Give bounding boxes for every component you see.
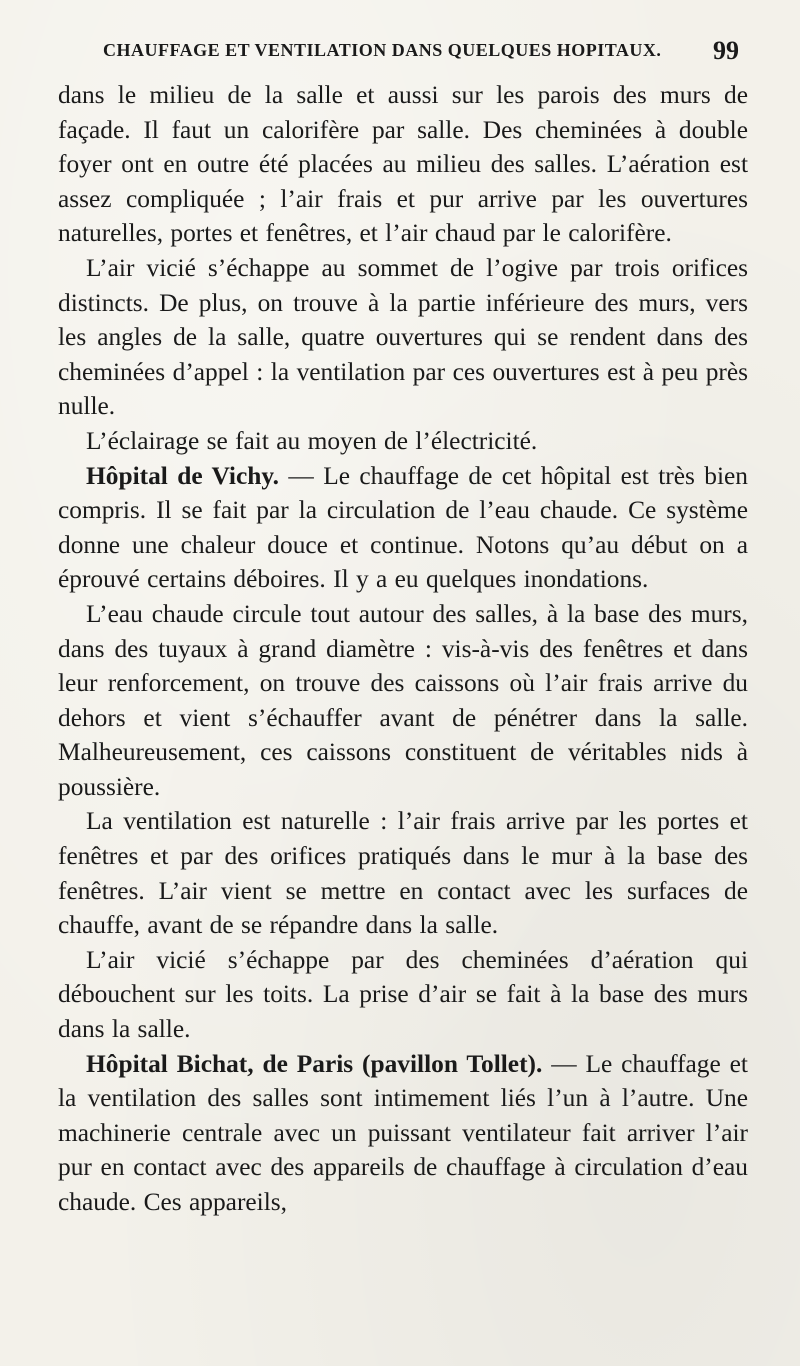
body-text (58, 78, 748, 1220)
section-heading-bichat: Hôpital Bichat, de Paris (pavillon Tollet). (86, 1049, 543, 1078)
paragraph (58, 597, 748, 805)
paragraph-bichat (58, 1047, 748, 1220)
paragraph-vichy (58, 459, 748, 597)
paragraph-text: L’air vicié s’échappe par des cheminées d’aération qui débouchent sur les toits. La prise d’air se fait à la base des murs dans la salle. (58, 945, 748, 1044)
page-number: 99 (713, 36, 739, 65)
paragraph (58, 251, 748, 424)
paragraph-text: L’air vicié s’échappe au sommet de l’ogive par trois orifices distincts. De plus, on trouve à la partie inférieure des murs, vers les angles de la salle, quatre ouvertures qui se rendent dans des cheminées d’appel : la ventilation par ces ouvertures est à peu près nulle. (58, 253, 748, 421)
paragraph-text: L’éclairage se fait au moyen de l’électricité. (86, 426, 538, 455)
paragraph-continuation (58, 78, 748, 251)
section-heading-vichy: Hôpital de Vichy. (86, 461, 280, 490)
paragraph-text: La ventilation est naturelle : l’air frais arrive par les portes et fenêtres et par des orifices pratiqués dans le mur à la base des fenêtres. L’air vient se mettre en contact avec les surfaces de chauffe, avant de se répandre dans la salle. (58, 807, 748, 940)
paragraph (58, 804, 748, 942)
paragraph (58, 424, 748, 459)
paragraph-text: dans le milieu de la salle et aussi sur les parois des murs de façade. Il faut un calorifère par salle. Des cheminées à double foyer ont en outre été placées au milieu des salles. L’aération est assez compliquée ; l’air frais et pur arrive par les ouvertures naturelles, portes et fenêtres, et l’air chaud par le calorifère. (58, 81, 748, 248)
running-head (103, 36, 743, 66)
paragraph-text: L’eau chaude circule tout autour des salles, à la base des murs, dans des tuyaux à grand diamètre : vis-à-vis des fenêtres et dans leur renforcement, on trouve des caissons où l’air frais arrive du dehors et vient s’échauffer avant de pénétrer dans la salle. Malheureusement, ces caissons constituent de véritables nids à poussière. (58, 599, 748, 801)
paragraph-text: — Le chauffage de cet hôpital est très bien compris. Il se fait par la circulation de l’eau chaude. Ce système donne une chaleur douce et continue. Notons qu’au début on a éprouvé certains déboires. Il y a eu quelques inondations. (58, 461, 748, 594)
running-title: CHAUFFAGE ET VENTILATION DANS QUELQUES HOPITAUX. (103, 40, 662, 60)
paragraph-text: — Le chauffage et la ventilation des salles sont intimement liés l’un à l’autre. Une machinerie centrale avec un puissant ventilateur fait arriver l’air pur en contact avec des appareils de chauffage à circulation d’eau chaude. Ces appareils, (58, 1049, 748, 1216)
paragraph (58, 943, 748, 1047)
